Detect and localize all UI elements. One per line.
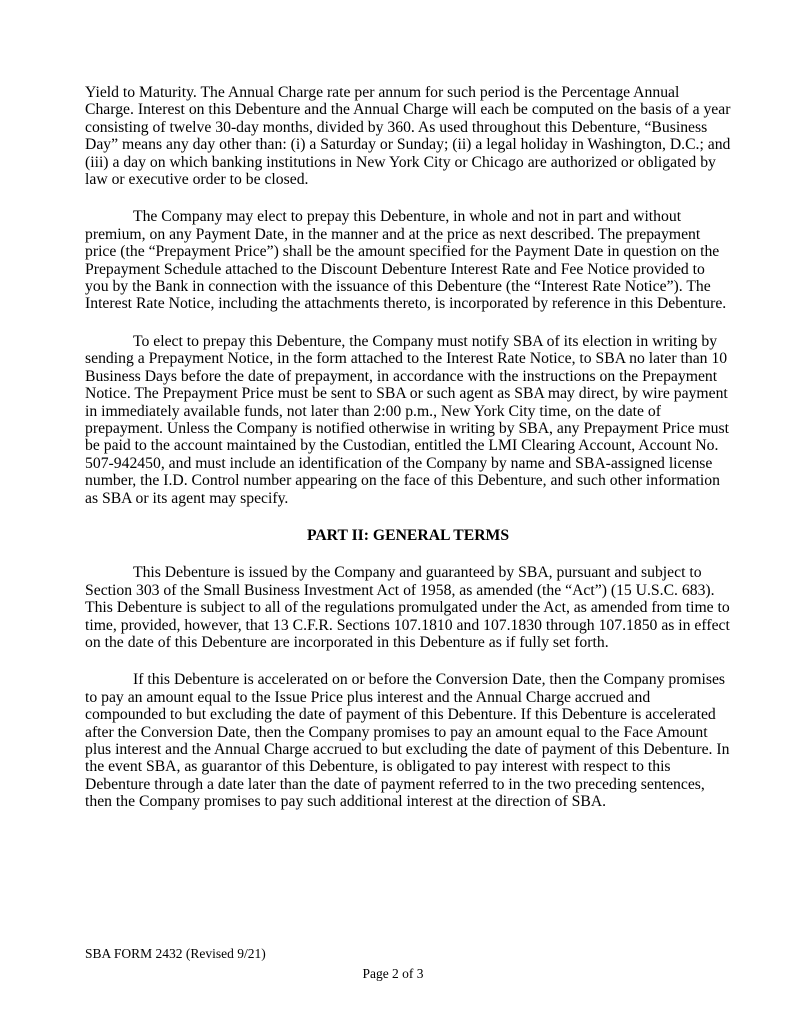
page-number: Page 2 of 3 xyxy=(362,966,424,981)
form-identifier: SBA FORM 2432 (Revised 9/21) xyxy=(85,946,266,961)
paragraph-prepayment-election: The Company may elect to prepay this Debenture, in whole and not in part and without premium, on any Payment Date, in the manner and at the price as next described. The prepayment price (the “Prepayment Price”) shall be the amount specified for the Payment Date in question on the Prepayment Schedule attached to the Discount Debenture Interest Rate and Fee Notice provided to you by the Bank in connection with the issuance of this Debenture (the “Interest Rate Notice”). The Interest Rate Notice, including the attachments thereto, is incorporated by reference in this Debenture. xyxy=(85,208,727,313)
paragraph-prepayment-notice-procedure: To elect to prepay this Debenture, the Company must notify SBA of its election in writing by sending a Prepayment Notice, in the form attached to the Interest Rate Notice, to SBA no later than 10 Business Days before the date of prepayment, in accordance with the instructions on the Prepayment Notice. The Prepayment Price must be sent to SBA or such agent as SBA may direct, by wire payment in immediately available funds, not later than 2:00 p.m., New York City time, on the date of prepayment. Unless the Company is notified otherwise in writing by SBA, any Prepayment Price must be paid to the account maintained by the Custodian, entitled the LMI Clearing Account, Account No. 507-942450, and must include an identification of the Company by name and SBA-assigned license number, the I.D. Control number appearing on the face of this Debenture, and such other information as SBA or its agent may specify. xyxy=(85,332,729,507)
page-footer xyxy=(85,946,731,981)
paragraph-acceleration-terms: If this Debenture is accelerated on or before the Conversion Date, then the Company promises to pay an amount equal to the Issue Price plus interest and the Annual Charge accrued and compounded to but excluding the date of payment of this Debenture. If this Debenture is accelerated after the Conversion Date, then the Company promises to pay an amount equal to the Face Amount plus interest and the Annual Charge accrued to but excluding the date of payment of this Debenture. In the event SBA, as guarantor of this Debenture, is obligated to pay interest with respect to this Debenture through a date later than the date of payment referred to in the two preceding sentences, then the Company promises to pay such additional interest at the direction of SBA. xyxy=(85,671,730,811)
paragraph-yield-to-maturity: Yield to Maturity. The Annual Charge rate per annum for such period is the Percentage Annual Charge. Interest on this Debenture and the Annual Charge will each be computed on the basis of a year consisting of twelve 30-day months, divided by 360. As used throughout this Debenture, “Business Day” means any day other than: (i) a Saturday or Sunday; (ii) a legal holiday in Washington, D.C.; and (iii) a day on which banking institutions in New York City or Chicago are authorized or obligated by law or executive order to be closed. xyxy=(85,84,731,189)
section-heading-part-ii-general-terms: PART II: GENERAL TERMS xyxy=(306,526,510,544)
paragraph-debenture-issued-guaranteed: This Debenture is issued by the Company and guaranteed by SBA, pursuant and subject to Section 303 of the Small Business Investment Act of 1958, as amended (the “Act”) (15 U.S.C. 683). This Debenture is subject to all of the regulations promulgated under the Act, as amended from time to time, provided, however, that 13 C.F.R. Sections 107.1810 and 107.1830 through 107.1850 as in effect on the date of this Debenture are incorporated in this Debenture as if fully set forth. xyxy=(85,564,730,651)
document-body xyxy=(85,84,731,831)
